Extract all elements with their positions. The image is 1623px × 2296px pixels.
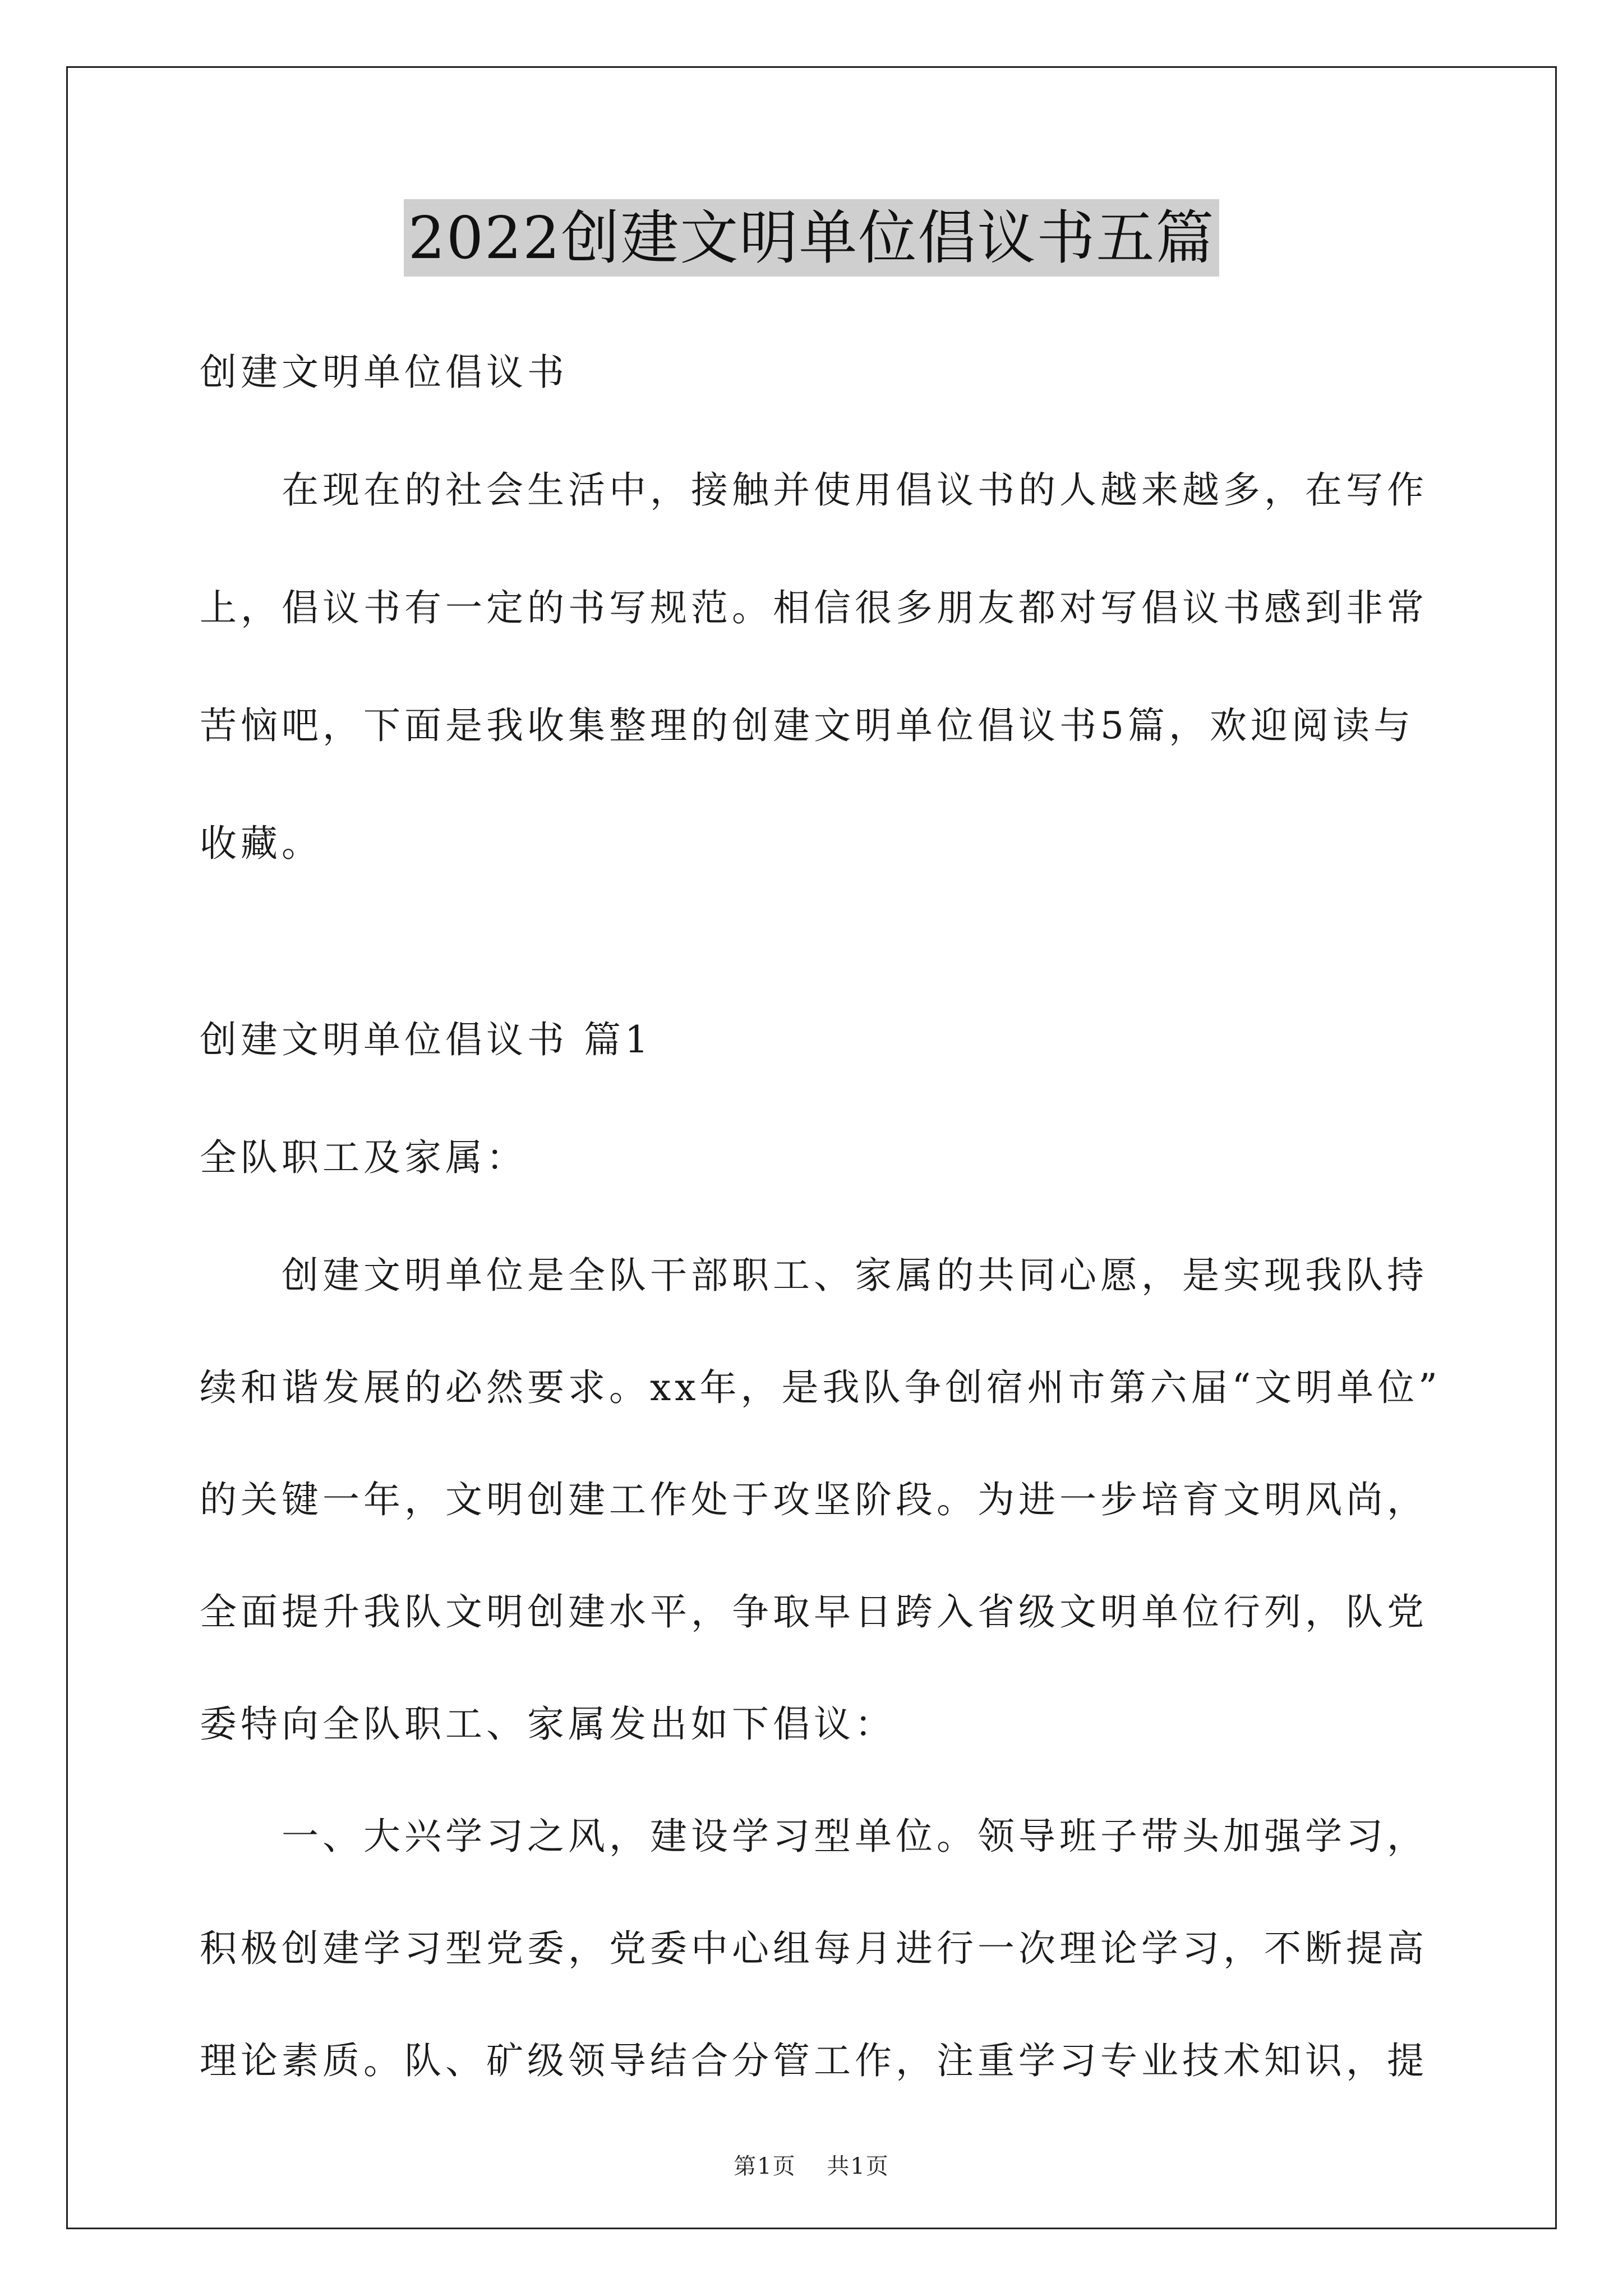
section-heading: 创建文明单位倡议书 篇1 <box>200 1018 652 1061</box>
document-title: 2022创建文明单位倡议书五篇 <box>404 199 1220 277</box>
body-line-4: 全面提升我队文明创建水平，争取早日跨入省级文明单位行列，队党 <box>200 1590 1428 1634</box>
intro-heading: 创建文明单位倡议书 <box>200 351 568 394</box>
salutation: 全队职工及家属： <box>200 1136 527 1179</box>
body-line-8: 理论素质。队、矿级领导结合分管工作，注重学习专业技术知识，提 <box>200 2039 1428 2082</box>
title-container <box>0 199 1623 277</box>
body-line-5: 委特向全队职工、家属发出如下倡议： <box>200 1703 896 1746</box>
body-line-3: 的关键一年，文明创建工作处于攻坚阶段。为进一步培育文明风尚， <box>200 1478 1428 1521</box>
total-pages: 共1页 <box>827 2154 889 2179</box>
body-line-6: 一、大兴学习之风，建设学习型单位。领导班子带头加强学习， <box>282 1815 1428 1858</box>
body-line-1: 创建文明单位是全队干部职工、家属的共同心愿，是实现我队持 <box>282 1254 1428 1297</box>
intro-line-4: 收藏。 <box>200 822 322 865</box>
intro-line-2: 上，倡议书有一定的书写规范。相信很多朋友都对写倡议书感到非常 <box>200 586 1428 629</box>
intro-line-3: 苦恼吧，下面是我收集整理的创建文明单位倡议书5篇，欢迎阅读与 <box>200 704 1414 747</box>
page-footer <box>0 2148 1623 2180</box>
intro-line-1: 在现在的社会生活中，接触并使用倡议书的人越来越多，在写作 <box>282 468 1428 512</box>
body-line-7: 积极创建学习型党委，党委中心组每月进行一次理论学习，不断提高 <box>200 1927 1428 1970</box>
page-number: 第1页 <box>734 2154 796 2179</box>
body-line-2: 续和谐发展的必然要求。xx年，是我队争创宿州市第六届“文明单位” <box>200 1366 1441 1409</box>
